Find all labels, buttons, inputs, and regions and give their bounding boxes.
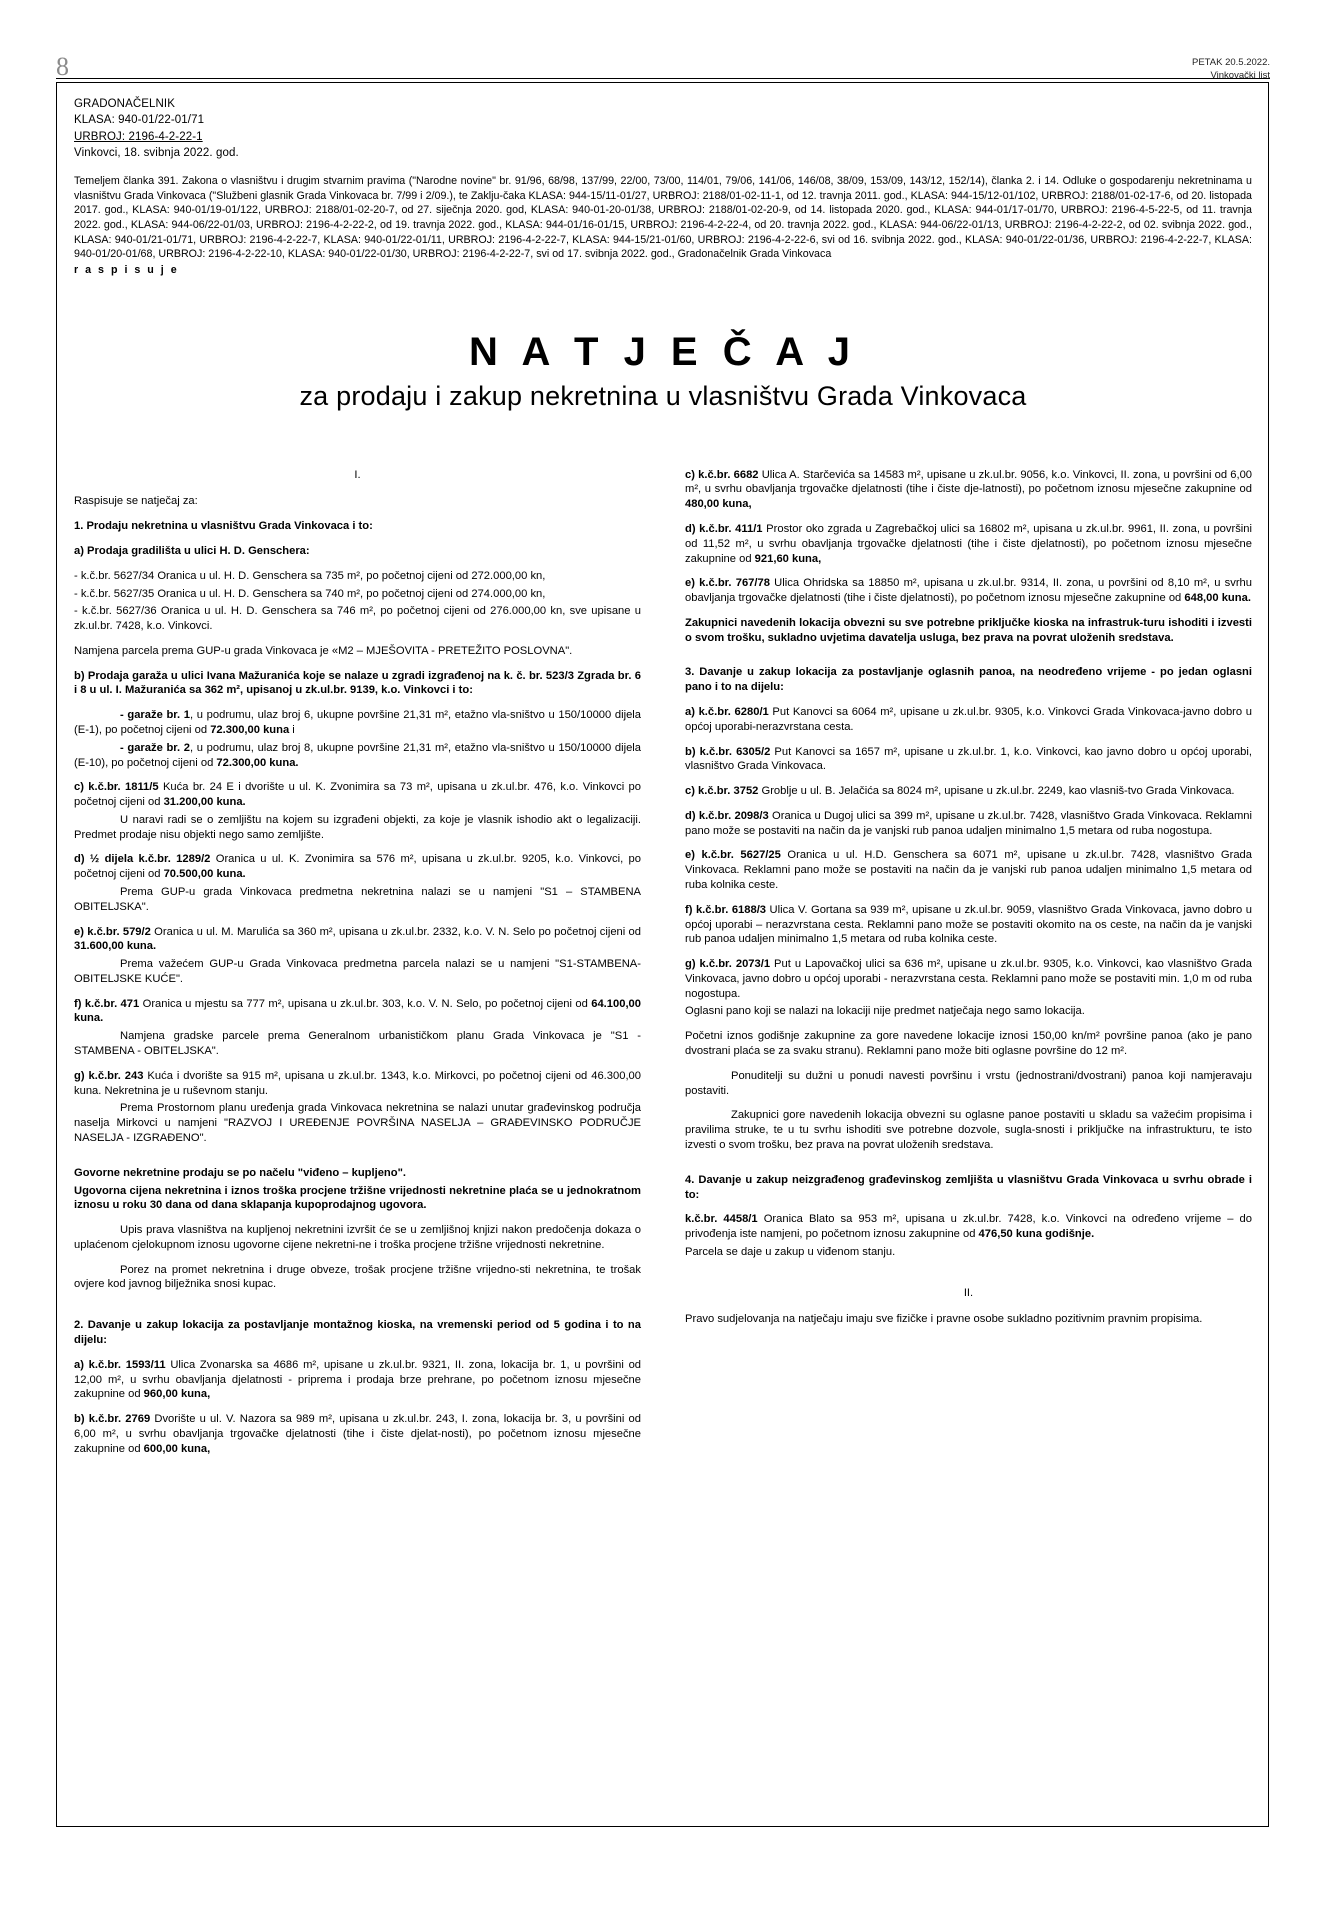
item-1d-price: 70.500,00 kuna. [163,868,246,881]
page-number: 8 [56,52,69,81]
item-1e-note: Prema važećem GUP-u Grada Vinkovaca predmetna parcela nalazi se u namjeni "S1-STAMBENA-OBITELJSKE KUĆE". [74,958,641,985]
item-2b-text: Dvorište u ul. V. Nazora sa 989 m², upisana u zk.ul.br. 243, I. zona, lokacija br. 3, u površini od 6,00 m², u svrhu obavljanja trgovačke djelatnosti (tihe i čiste djelat-nosti), po početnom iznosu mjesečne zakupnine od [74,1413,641,1455]
garage-1-text: , u podrumu, ulaz broj 6, ukupne površine 21,31 m², etažno vla-sništvo u 150/10000 dijela (E-1), po početnoj cijeni od [74,709,642,736]
item-4-heading: 4. Davanje u zakup neizgrađenog građevinskog zemljišta u vlasništvu Grada Vinkovaca u svrhu obrade i to: [685,1173,1252,1201]
item-1f-entry [74,997,641,1027]
item-3d-entry [685,809,1252,839]
left-column [74,468,641,1467]
item-2c-text: Ulica A. Starčevića sa 14583 m², upisane u zk.ul.br. 9056, k.o. Vinkovci, II. zona, u površini od 6,00 m², u svrhu obavljanja trgovačke djelatnosti (tihe i čiste dje-latnosti), po početnom iznosu mjesečne zakupnine od [685,468,1253,496]
issuer-klasa: KLASA: 940-01/22-01/71 [74,114,205,127]
item-2a-label: a) k.č.br. 1593/11 [74,1358,166,1371]
item-1e-label: e) k.č.br. 579/2 [74,925,151,938]
item-2d-label: d) k.č.br. 411/1 [685,522,763,535]
parcel-5627-34: - k.č.br. 5627/34 Oranica u ul. H. D. Genschera sa 735 m², po početnoj cijeni od 272.000,00 kn, [74,569,546,582]
item-3d-text: Oranica u Dugoj ulici sa 399 m², upisane u zk.ul.br. 7428, vlasništvo Grada Vinkovaca. Reklamni pano može se postaviti na način da je vanjski rub panoa udaljen minimalno 1,5 metara od ruba nogostupa. [685,809,1252,837]
item-1f-label: f) k.č.br. 471 [74,997,140,1010]
garage-2-text: , u podrumu, ulaz broj 8, ukupne površine 21,31 m², etažno vla-sništvo u 150/10000 dijela (E-10), po početnoj cijeni od [74,741,642,769]
document-content [74,96,1253,1455]
item-1g-entry [74,1069,641,1099]
item-3c-text: Groblje u ul. B. Jelačića sa 8024 m², upisane u zk.ul.br. 2249, kao vlasniš-tvo Grada Vinkovaca. [758,785,1235,798]
item-3b-text: Put Kanovci sa 1657 m², upisane u zk.ul.br. 1, k.o. Vinkovci, kao javno dobro u općoj uporabi, vlasništvo Grada Vinkovaca. [685,745,1253,773]
item-1d-label: d) ½ dijela k.č.br. 1289/2 [74,853,211,866]
item-2a-entry [74,1358,641,1402]
item-3g-label: g) k.č.br. 2073/1 [685,958,771,971]
item-2-infrastructure-note: Zakupnici navedenih lokacija obvezni su sve potrebne priključke kioska na infrastruk-turu ishoditi i izvesti o svom trošku, sukladno uvjetima davatelja usluga, bez prava na povrat uloženih sredstava. [685,616,1252,644]
item-2a-text: Ulica Zvonarska sa 4686 m², upisane u zk.ul.br. 9321, II. zona, lokacija br. 1, u površini od 12,00 m², u svrhu obavljanja djelatnosti - priprema i prodaja brze prehrane, po početnom iznosu mjesečne zakupnine od [74,1358,642,1401]
section-mark-ii: II. [963,1286,974,1299]
item-2b-price: 600,00 kuna, [143,1442,211,1455]
item-3e-entry [685,848,1252,892]
item-1g-text: Kuća i dvorište sa 915 m², upisana u zk.ul.br. 1343, k.o. Mirkovci, po početnoj cijeni od 46.300,00 kuna. Nekretnina je u ruševnom stanju. [74,1069,641,1097]
item-3-note-1: Oglasni pano koji se nalazi na lokaciji nije predmet natječaja nego samo lokacija. [685,1005,1085,1018]
item-2d-price: 921,60 kuna, [754,552,822,565]
item-4a-label: k.č.br. 4458/1 [685,1213,758,1226]
garage-1-label: - garaže br. 1 [120,709,191,722]
item-4a-entry [685,1212,1252,1242]
item-4-note: Parcela se daje u zakup u viđenom stanju. [685,1245,896,1258]
item-1e-price: 31.600,00 kuna. [74,940,157,953]
parcel-5627-35: - k.č.br. 5627/35 Oranica u ul. H. D. Genschera sa 740 m², po početnoj cijeni od 274.000,00 kn, [74,587,546,600]
item-1c-entry [74,780,641,810]
item-3g-entry [685,957,1252,1001]
item-2a-price: 960,00 kuna, [143,1388,211,1401]
item-1e-text: Oranica u ul. M. Marulića sa 360 m², upisana u zk.ul.br. 2332, k.o. V. N. Selo po početnoj cijeni od [150,925,641,938]
item-3-note-4: Zakupnici gore navedenih lokacija obvezni su oglasne panoe postaviti u skladu sa važećim propisima i pravilima struke, te u tu svrhu ishoditi sve potrebne dozvole, sugla-snosti i priključke na infrastrukturu, te isto izvesti o svom trošku, bez prava na povrat uloženih sredstava. [685,1109,1252,1151]
item-2c-label: c) k.č.br. 6682 [685,468,759,481]
item-3e-text: Oranica u ul. H.D. Genschera sa 6071 m², upisane u zk.ul.br. 7428, vlasništvo Grada Vinkovaca. Reklamni pano može se postaviti na način da je vanjski rub panoa udaljen minimalno 1,5 metara od ruba kolnika ceste. [685,849,1252,891]
item-3f-text: Ulica V. Gortana sa 939 m², upisane u zk.ul.br. 9059, vlasništvo Grada Vinkovaca, javno dobro u općoj uporabi – nerazvrstana cesta. Reklamni pano može se postaviti okomito na os ceste, na način da je vanjski rub panoa udaljen minimalno 1,5 metara od ruba kolnika ceste. [685,903,1252,946]
header-divider [56,78,1270,79]
item-1c-price: 31.200,00 kuna. [163,796,246,809]
item-1g-note: Prema Prostornom planu uređenja grada Vinkovaca nekretnina se nalazi unutar građevinskog područja naselja Mirkovci u namjeni "RAZVOJ I UREĐENJE POVRŠINA NASELJA – GRAĐEVINSKO PODRUČJE NASELJA - IZGRAĐENO". [74,1102,641,1144]
terms-taxes: Porez na promet nekretnina i druge obveze, trošak procjene tržišne vrijedno-sti nekretnina, te trošak ovjere kod javnog bilježnika snosi kupac. [74,1263,641,1291]
item-4a-text: Oranica Blato sa 953 m², upisana u zk.ul.br. 7428, k.o. Vinkovci na određeno vrijeme – do privođenja iste namjeni, po početnom iznosu zakupnine od [685,1213,1252,1241]
item-3f-entry [685,903,1252,947]
item-1f-note: Namjena gradske parcele prema Generalnom urbanističkom planu Grada Vinkovaca je "S1 - STAMBENA - OBITELJSKA". [74,1030,641,1058]
garage-2-label: - garaže br. 2 [120,741,191,754]
item-3b-label: b) k.č.br. 6305/2 [685,745,771,758]
item-1g-label: g) k.č.br. 243 [74,1069,144,1082]
item-2d-entry [685,522,1252,566]
item-3a-label: a) k.č.br. 6280/1 [685,705,769,718]
terms-registration: Upis prava vlasništva na kupljenoj nekretnini izvršit će se u zemljišnoj knjizi nakon predočenja dokaza o uplaćenom cjelokupnom iznosu ugovorne cijene nekretni-ne i troška procjene tržišne vrijednosti nekretnine. [74,1224,641,1251]
parcel-5627-36: - k.č.br. 5627/36 Oranica u ul. H. D. Genschera sa 746 m², po početnoj cijeni od 276.000,00 kn, sve upisane u zk.ul.br. 7428, k.o. Vinkovci. [74,605,641,633]
item-2b-entry [74,1412,641,1456]
garage-1-tail: i [289,723,295,736]
item-2e-price: 648,00 kuna. [1184,592,1251,605]
item-3c-entry [685,784,1252,799]
parcel-purpose-note: Namjena parcela prema GUP-u grada Vinkovaca je «M2 – MJEŠOVITA - PRETEŽITO POSLOVNA". [74,644,573,657]
issuer-place-date: Vinkovci, 18. svibnja 2022. god. [74,146,239,159]
item-1-heading: 1. Prodaju nekretnina u vlasništvu Grada Vinkovaca i to: [74,520,373,533]
item-1c-label: c) k.č.br. 1811/5 [74,781,159,794]
item-3d-label: d) k.č.br. 2098/3 [685,809,769,822]
header-publication: Vinkovački list [1210,69,1270,81]
item-1d-note: Prema GUP-u grada Vinkovaca predmetna nekretnina nalazi se u namjeni "S1 – STAMBENA OBITELJSKA". [74,886,641,913]
item-3e-label: e) k.č.br. 5627/25 [685,849,781,862]
section-ii-text: Pravo sudjelovanja na natječaju imaju sve fizičke i pravne osobe sukladno pozitivnim pravnim propisima. [685,1313,1203,1326]
item-2c-entry [685,468,1252,512]
item-3f-label: f) k.č.br. 6188/3 [685,903,767,916]
item-2e-entry [685,576,1252,606]
right-column [685,468,1252,1338]
page-subtitle: za prodaju i zakup nekretnina u vlasništvu Grada Vinkovaca [299,380,1027,411]
garage-2-price: 72.300,00 kuna. [216,756,299,769]
item-3a-text: Put Kanovci sa 6064 m², upisane u zk.ul.br. 9305, k.o. Vinkovci Grada Vinkovaca-javno dobro u općoj uporabi-nerazvrstana cesta. [685,705,1252,733]
issuer-title: GRADONAČELNIK [74,98,175,110]
item-3a-entry [685,705,1252,735]
raspisuje-label: r a s p i s u j e [74,263,179,276]
section-mark-i: I. [354,468,361,481]
item-2e-label: e) k.č.br. 767/78 [685,577,770,590]
item-1c-text: Kuća br. 24 E i dvorište u ul. K. Zvonimira sa 73 m², upisana u zk.ul.br. 476, k.o. Vinkovci po početnoj cijeni od [74,781,642,809]
item-3c-label: c) k.č.br. 3752 [685,785,759,798]
item-3-note-2: Početni iznos godišnje zakupnine za gore navedene lokacije iznosi 150,00 kn/m² površine panoa (ako je pano dvostrani plaća se za svaku stranu). Reklamni pano može biti oglasne površine do 12 m². [685,1030,1252,1058]
garage-2-entry [74,741,641,771]
issuer-block [74,96,1252,161]
item-1b-heading: b) Prodaja garaža u ulici Ivana Mažuranića koje se nalaze u zgradi izgrađenoj na k. č. br. 523/3 Zgrada br. 6 i 8 u ul. I. Mažuranića sa 362 m², upisanoj u zk.ul.br. 9139, k.o. Vinkovci i to: [74,669,641,697]
item-1c-note: U naravi radi se o zemljištu na kojem su izgrađeni objekti, za koje je vlasnik ishodio akt o legalizaciji. Predmet prodaje nisu objekti nego samo zemljište. [74,813,641,841]
title-block [74,330,1252,412]
item-3b-entry [685,745,1252,775]
item-2c-price: 480,00 kuna, [685,498,752,511]
item-2d-text: Prostor oko zgrada u Zagrebačkoj ulici sa 16802 m², upisana u zk.ul.br. 9961, II. zona, u površini od 11,52 m², u svrhu obavljanja trgovačke djelatnosti (tihe i čiste djelatnosti), po početnom iznosu mjesečne zakupnine od [685,522,1252,565]
item-1f-text: Oranica u mjestu sa 777 m², upisana u zk.ul.br. 303, k.o. V. N. Selo, po početnoj cijeni od [139,997,592,1010]
terms-payment: Ugovorna cijena nekretnina i iznos troška procjene tržišne vrijednosti nekretnine plaća se u jednokratnom iznosu u roku 30 dana od dana sklapanja kupoprodajnog ugovora. [74,1184,641,1212]
terms-viđeno-kupljeno: Govorne nekretnine prodaju se po načelu "viđeno – kupljeno". [74,1166,407,1179]
item-2b-label: b) k.č.br. 2769 [74,1413,151,1426]
item-1a-heading: a) Prodaja gradilišta u ulici H. D. Genschera: [74,544,310,557]
item-3-heading: 3. Davanje u zakup lokacija za postavljanje oglasnih panoa, na neodređeno vrijeme - po jedan oglasni pano i to na dijelu: [685,666,1252,694]
garage-1-price: 72.300,00 kuna [210,723,290,736]
item-3-note-3: Ponuditelji su dužni u ponudi navesti površinu i vrstu (jednostrani/dvostrani) panoa koji namjeravaju postaviti. [685,1069,1252,1097]
item-1d-text: Oranica u ul. K. Zvonimira sa 576 m², upisana u zk.ul.br. 9205, k.o. Vinkovci, po početnoj cijeni od [74,853,641,881]
item-1d-entry [74,852,641,882]
item-1e-entry [74,925,641,955]
item-2e-text: Ulica Ohridska sa 18850 m², upisana u zk.ul.br. 9314, II. zona, u površini od 8,10 m², u svrhu obavljanja trgovačke djelatnosti (tihe i čiste djelatnosti), po početnom iznosu mjesečne zakupnine od [685,577,1252,605]
item-2-heading: 2. Davanje u zakup lokacija za postavljanje montažnog kioska, na vremenski period od 5 godina i to na dijelu: [74,1319,641,1346]
issuer-urbroj: URBROJ: 2196-4-2-22-1 [74,130,203,143]
item-1f-price: 64.100,00 kuna. [74,997,642,1025]
header-date: PETAK 20.5.2022. [1192,57,1270,68]
item-4a-price: 476,50 kuna godišnje. [978,1228,1095,1241]
page-title: N A T J E Č A J [468,329,857,374]
preamble-paragraph: Temeljem članka 391. Zakona o vlasništvu i drugim stvarnim pravima ("Narodne novine" br. 91/96, 68/98, 137/99, 22/00, 73/00, 114/01, 79/06, 141/06, 146/08, 38/09, 153/09, 143/12, 152/14), članka 2. i 14. Odluke o gospodarenju nekretninama u vlasništvu Grada Vinkovaca ("Službeni glasnik Grada Vinkovaca br. 7/99 i 2/09.), te Zaklju-čaka KLASA: 944-15/11-01/27, URBROJ: 2188/01-02-11-1, od 12. travnja 2011. god., KLASA: 944-15/12-01/102, URBROJ: 2188/01-02-17-6, od 20. listopada 2017. god., KLASA: 940-01/19-01/122, URBROJ: 2188/01-02-20-7, od 27. siječnja 2020. god, KLASA: 940-01-20-01/38, URBROJ: 2188/01-02-20-9, od 14. listopada 2020. god., KLASA: 944-01/17-01/70, URBROJ: 2196-4-5-22-5, od 11. travnja 2022. god., KLASA: 944-06/22-01/03, URBROJ: 2196-4-2-22-2, od 19. travnja 2022. god., KLASA: 944-01/16-01/15, URBROJ: 2196-4-2-22-4, od 20. travnja 2022. god., KLASA: 944-06/22-01/13, URBROJ: 2196-4-2-22-2, od 02. svibnja 2022. god., KLASA: 940-01/21-01/71, URBROJ: 2196-4-2-22-7, KLASA: 940-01/22-01/11, URBROJ: 2196-4-2-22-7, KLASA: 944-15/21-01/60, URBROJ: 2196-4-2-22-6, svi od 16. svibnja 2022. god., KLASA: 940-01/22-01/36, URBROJ: 2196-4-2-22-7, KLASA: 940-01/20-01/68, URBROJ: 2196-4-2-22-10, KLASA: 940-01/22-01/30, URBROJ: 2196-4-2-22-7, svi od 17. svibnja 2022. god., Gradonačelnik Grada Vinkovaca [74,175,1252,261]
intro-line: Raspisuje se natječaj za: [74,495,198,508]
garage-1-entry [74,708,641,738]
item-3g-text: Put u Lapovačkoj ulici sa 636 m², upisane u zk.ul.br. 9305, k.o. Vinkovci, kao vlasništvo Grada Vinkovaca, javno dobro u općoj uporabi - nerazvrstana cesta. Reklamni pano može se postaviti min. 1,0 m od ruba nogostupa. [685,958,1252,1000]
